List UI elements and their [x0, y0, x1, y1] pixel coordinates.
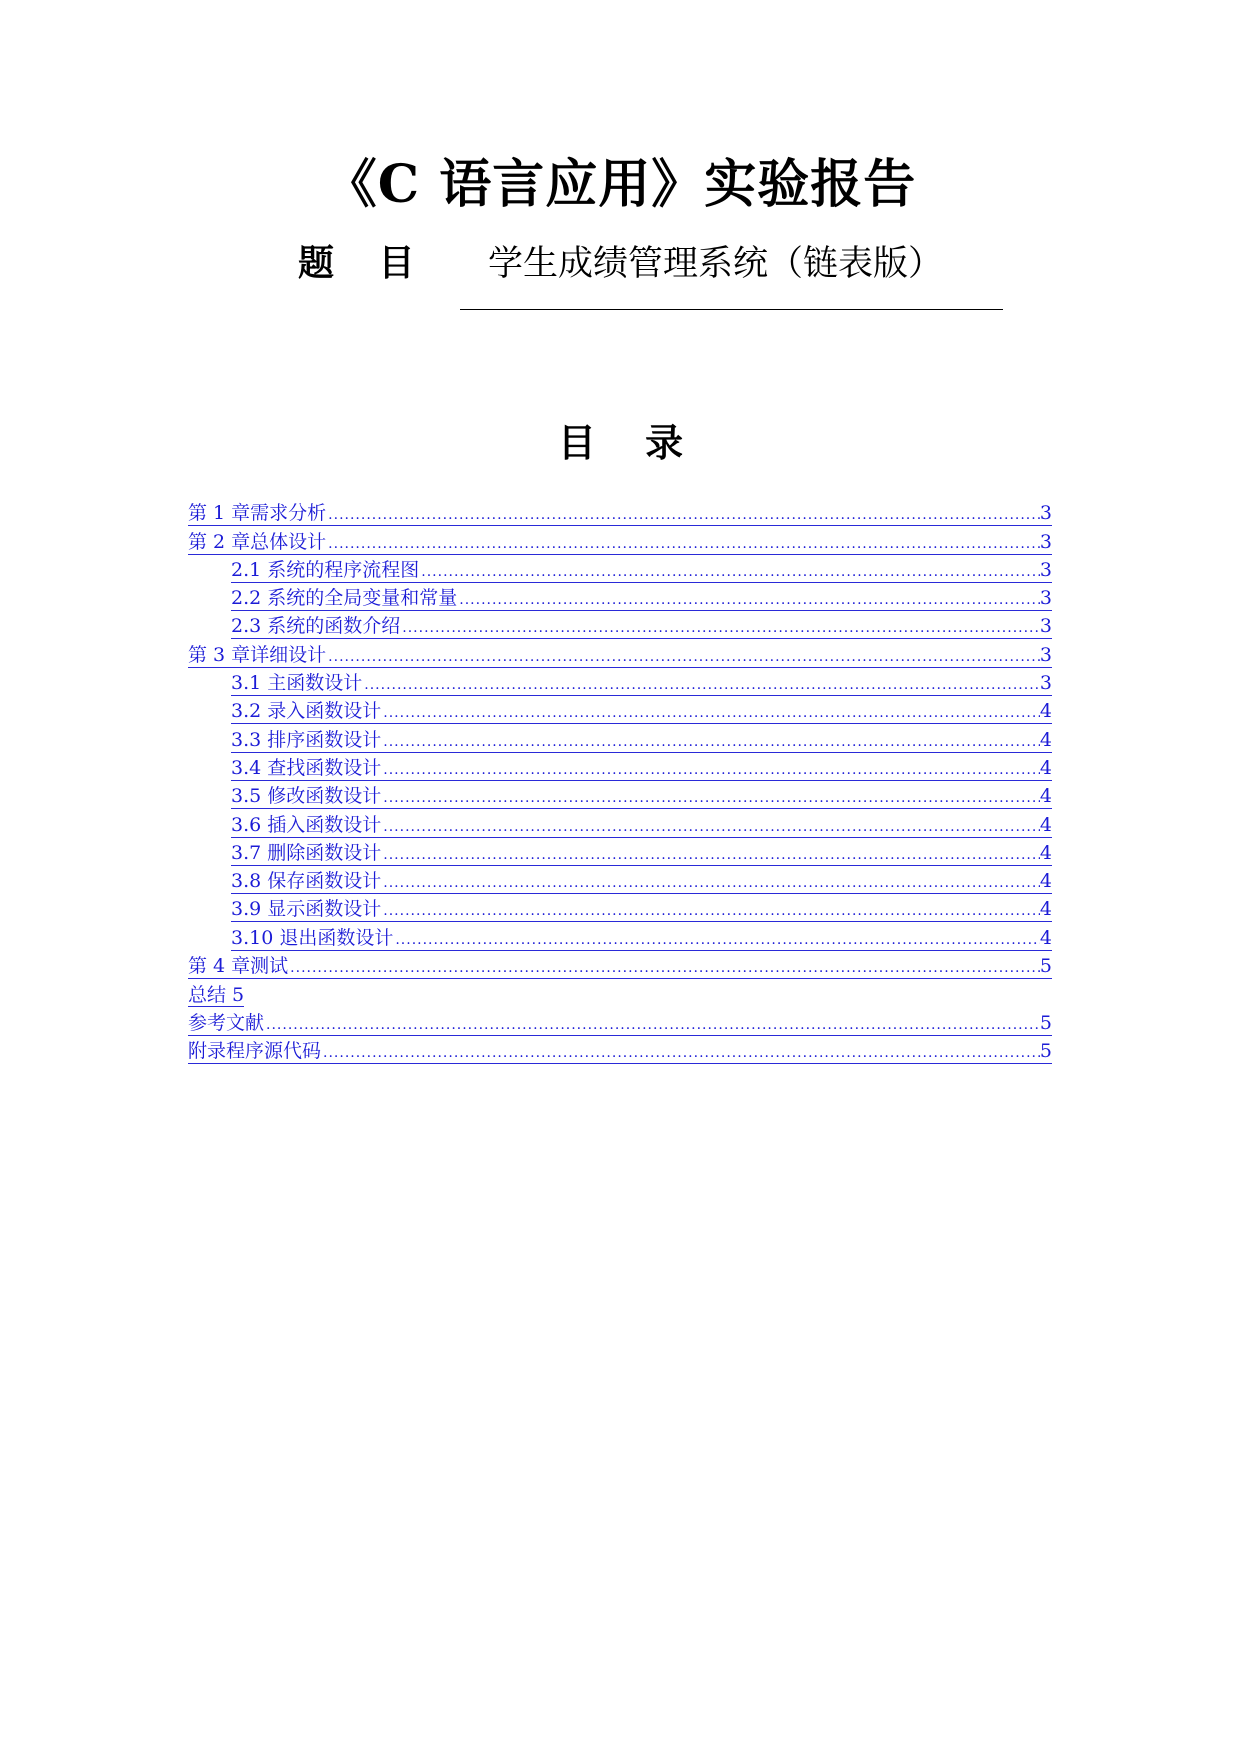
toc-entry-title: 3.1 主函数设计 — [231, 672, 363, 695]
toc-entry-title: 第 2 章总体设计 — [188, 530, 327, 553]
toc-entry-title: 第 4 章测试 — [188, 955, 289, 978]
toc-dot-leader — [381, 846, 1040, 864]
toc-entry-title: 3.6 插入函数设计 — [231, 813, 382, 836]
toc-entry-title: 3.5 修改函数设计 — [231, 785, 382, 808]
toc-dot-leader — [381, 874, 1040, 892]
toc-dot-leader — [419, 563, 1040, 581]
toc-entry-page-number: 3 — [1039, 558, 1052, 581]
toc-entry-title: 3.10 退出函数设计 — [231, 926, 394, 949]
toc-entry-page-number: 3 — [1039, 643, 1052, 666]
toc-entry-page-number: 4 — [1039, 728, 1052, 751]
toc-dot-leader — [381, 761, 1040, 779]
toc-entry-link[interactable] — [188, 951, 1052, 979]
toc-dot-leader — [326, 535, 1040, 553]
toc-entry-title: 2.3 系统的函数介绍 — [231, 615, 401, 638]
toc-entry-page-number: 3 — [1039, 502, 1052, 525]
toc-entry-title: 附录程序源代码 — [188, 1039, 322, 1062]
toc-entry-page-number: 3 — [1039, 530, 1052, 553]
toc-dot-leader — [288, 959, 1040, 977]
toc-entry-title: 第 3 章详细设计 — [188, 643, 327, 666]
toc-entry-title: 总结 5 — [188, 984, 245, 1007]
toc-entry-link[interactable] — [188, 639, 1052, 667]
toc-entry-link[interactable] — [231, 894, 1052, 922]
toc-heading: 目 录 — [557, 421, 702, 465]
toc-entry-link[interactable] — [188, 979, 1052, 1007]
toc-entry-link[interactable] — [231, 583, 1052, 611]
toc-entry-link[interactable] — [188, 498, 1052, 526]
toc-entry-link[interactable] — [188, 1007, 1052, 1035]
toc-entry-link[interactable] — [231, 724, 1052, 752]
toc-dot-leader — [362, 676, 1040, 694]
toc-entry-link[interactable] — [231, 922, 1052, 950]
toc-dot-leader — [381, 704, 1040, 722]
toc-dot-leader — [400, 619, 1040, 637]
toc-entry-page-number: 4 — [1039, 700, 1052, 723]
toc-entry-title: 第 1 章需求分析 — [188, 502, 327, 525]
toc-entry-page-number: 4 — [1039, 870, 1052, 893]
subject-underline — [460, 309, 1003, 310]
toc-entry-page-number: 4 — [1039, 926, 1052, 949]
toc-entry-link[interactable] — [231, 555, 1052, 583]
toc-entry-link[interactable] — [231, 696, 1052, 724]
toc-dot-leader — [321, 1044, 1040, 1062]
toc-entry-link[interactable] — [231, 838, 1052, 866]
toc-entry-title: 3.3 排序函数设计 — [231, 728, 382, 751]
toc-entry-link[interactable] — [231, 753, 1052, 781]
toc-dot-leader — [326, 648, 1040, 666]
toc-entry-link[interactable] — [231, 866, 1052, 894]
toc-entry-link[interactable] — [231, 668, 1052, 696]
toc-entry-page-number: 4 — [1039, 785, 1052, 808]
toc-entry-link[interactable] — [231, 781, 1052, 809]
toc-dot-leader — [381, 733, 1040, 751]
table-of-contents — [188, 498, 1052, 1064]
toc-entry-page-number: 4 — [1039, 756, 1052, 779]
toc-entry-link[interactable] — [188, 526, 1052, 554]
toc-entry-title: 3.7 删除函数设计 — [231, 841, 382, 864]
toc-entry-link[interactable] — [231, 611, 1052, 639]
toc-dot-leader — [264, 1016, 1040, 1034]
toc-dot-leader — [381, 902, 1040, 920]
toc-entry-page-number: 5 — [1039, 955, 1052, 978]
subject-label: 题 目 — [298, 243, 431, 284]
toc-entry-page-number: 3 — [1039, 615, 1052, 638]
toc-entry-page-number: 3 — [1039, 587, 1052, 610]
toc-entry-page-number: 4 — [1039, 841, 1052, 864]
subject-value: 学生成绩管理系统（链表版） — [488, 244, 944, 284]
toc-entry-title: 参考文献 — [188, 1011, 265, 1034]
toc-entry-page-number: 4 — [1039, 813, 1052, 836]
report-title: 《C 语言应用》实验报告 — [324, 154, 917, 215]
toc-entry-page-number: 3 — [1039, 672, 1052, 695]
toc-dot-leader — [393, 931, 1040, 949]
toc-dot-leader — [326, 506, 1040, 524]
toc-entry-page-number: 5 — [1039, 1039, 1052, 1062]
toc-entry-title: 2.1 系统的程序流程图 — [231, 558, 420, 581]
toc-entry-title: 3.8 保存函数设计 — [231, 870, 382, 893]
toc-dot-leader — [381, 818, 1040, 836]
toc-entry-title: 2.2 系统的全局变量和常量 — [231, 587, 458, 610]
toc-entry-page-number: 5 — [1039, 1011, 1052, 1034]
toc-entry-title: 3.4 查找函数设计 — [231, 756, 382, 779]
toc-entry-page-number: 4 — [1039, 898, 1052, 921]
toc-entry-link[interactable] — [188, 1036, 1052, 1064]
toc-entry-link[interactable] — [231, 809, 1052, 837]
toc-dot-leader — [381, 789, 1040, 807]
toc-dot-leader — [457, 591, 1040, 609]
toc-entry-title: 3.2 录入函数设计 — [231, 700, 382, 723]
toc-entry-title: 3.9 显示函数设计 — [231, 898, 382, 921]
